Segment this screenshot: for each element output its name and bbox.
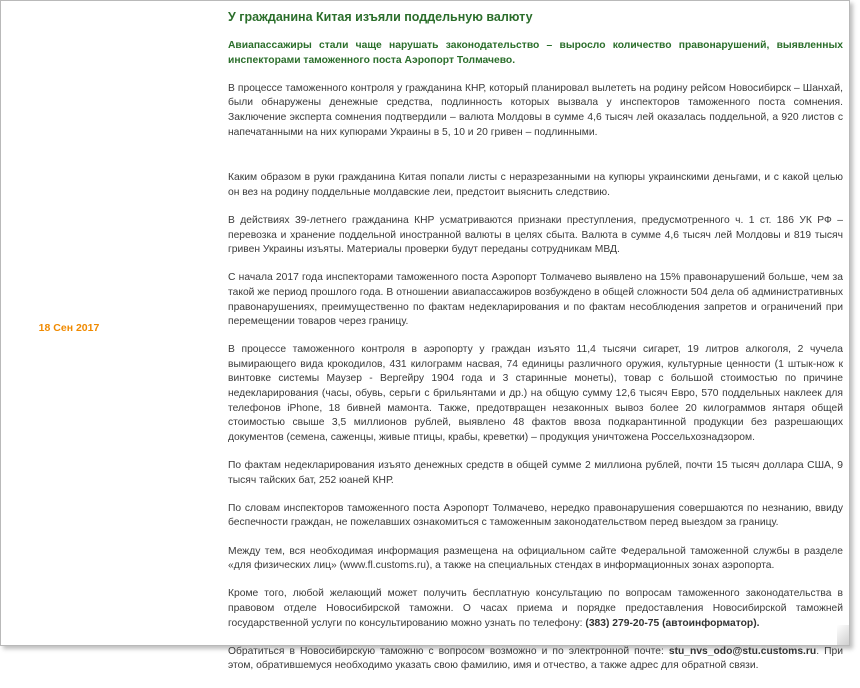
paragraph-3: В действиях 39-летнего гражданина КНР усматриваются признаки преступления, предусмотренного ч. 1 ст. 186 УК РФ – перевозка и хранение поддельной иностранной валюты в целях сбыта. Валюта в сумме 4,6 тысяч лей Молдовы и 819 тысяч гривен Украины изъяты. Материалы проверки будут переданы сотрудникам МВД. — [228, 214, 843, 256]
paragraph-10 — [228, 645, 843, 674]
paragraph-6: По фактам недекларирования изъято денежных средств в общей сумме 2 миллиона рублей, почти 15 тысяч доллара США, 9 тысяч тайских бат, 252 юаней КНР. — [228, 460, 843, 486]
article-lead: Авиапассажиры стали чаще нарушать законодательство – выросло количество правонарушений, выявленных инспекторами таможенного поста Аэропорт Толмачево. — [228, 40, 843, 66]
paragraph-10-text-end: . При этом, обратившемуся необходимо указать свою фамилию, имя и отчество, а также адрес для обратной связи. — [228, 645, 843, 672]
paragraph-9 — [228, 587, 843, 631]
email-address: stu_nvs_odo@stu.customs.ru — [668, 645, 817, 657]
article-title: У гражданина Китая изъяли поддельную валюту — [228, 10, 533, 24]
paragraph-7: По словам инспекторов таможенного поста Аэропорт Толмачево, нередко правонарушения совершаются по незнанию, ввиду беспечности граждан, не пожелавших ознакомиться с таможенным законодательством перед выездом за границу. — [228, 502, 843, 529]
paragraph-5: В процессе таможенного контроля в аэропорту у граждан изъято 11,4 тысячи сигарет, 19 литров алкоголя, 2 чучела вымирающего вида крокодилов, 431 килограмм насвая, 74 единицы различного оружия, культурные ценности (1 штык-нож к винтовке системы Маузер - Вергейру 1904 года и 3 старинные монеты), товар с большой стоимостью по причине недекларирования (часы, обувь, серьги с брильянтами и др.) на общую сумму 12,6 тысяч Евро, 570 поддельных наклеек для телефонов iPhone, 18 бивней мамонта. Также, предотвращен незаконных вывоз более 20 килограммов янтаря общей стоимостью свыше 3,5 миллионов рублей, выявлено 48 фактов ввоза подкарантинной продукции без разрешающих документов (семена, саженцы, живые птицы, крабы, креветки) – продукция уничтожена Россельхознадзором. — [228, 344, 843, 443]
paragraph-10-text-start: Обратиться в Новосибирскую таможню с вопросом возможно и по электронной почте: — [228, 645, 669, 657]
publication-date: 18 Сен 2017 — [38, 322, 100, 334]
article-body — [228, 9, 843, 688]
page-corner-decoration — [837, 625, 849, 645]
paragraph-4: С начала 2017 года инспекторами таможенного поста Аэропорт Толмачево выявлено на 15% правонарушений больше, чем за такой же период прошлого года. В отношении авиапассажиров возбуждено в общей сложности 504 дела об административных правонарушениях, преимущественно по фактам недекларирования и по фактам несоблюдения запретов и ограничений при перемещении товаров через границу. — [228, 272, 843, 328]
paragraph-2: Каким образом в руки гражданина Китая попали листы с неразрезанными на купюры украинскими деньгами, и с какой целью он вез на родину поддельные молдавские леи, предстоит выяснить следствию. — [228, 172, 843, 198]
paragraph-9-text: Кроме того, любой желающий может получить бесплатную консультацию по вопросам таможенного законодательства в правовом отделе Новосибирской таможни. О часах приема и порядке предоставления Новосибирской таможней государственной услуги по консультированию можно узнать по телефону: — [228, 588, 843, 629]
paragraph-1: В процессе таможенного контроля у гражданина КНР, который планировал вылететь на родину рейсом Новосибирск – Шанхай, были обнаружены денежные средства, подлинность которых вызвала у инспекторов таможенного поста сомнения. Заключение эксперта сомнения подтвердили – валюта Молдовы в сумме 4,6 тысяч лей оказалась поддельной, а 920 листов с напечатанными на них купюрами Украины в 5, 10 и 20 гривен – подлинными. — [228, 82, 843, 138]
paragraph-8: Между тем, вся необходимая информация размещена на официальном сайте Федеральной таможенной службы в разделе «для физических лиц» (www.fl.customs.ru), а также на специальных стендах в информационных зонах аэропорта. — [228, 545, 843, 572]
phone-number: (383) 279-20-75 (автоинформатор). — [585, 617, 760, 629]
